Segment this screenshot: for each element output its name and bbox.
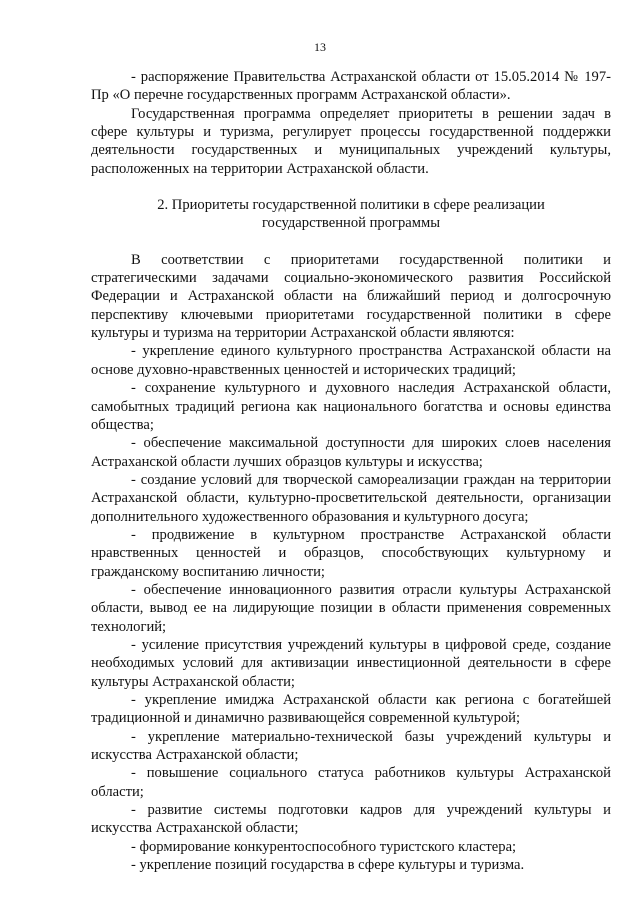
priority-item: - укрепление имиджа Астраханской области как региона с богатейшей традиционной и динамично развивающейся современной культурой; — [91, 692, 611, 727]
decree-reference: - распоряжение Правительства Астраханской области от 15.05.2014 № 197-Пр «О перечне государственных программ Астраханской области». — [91, 69, 611, 104]
priority-item: - укрепление позиций государства в сфере культуры и туризма. — [131, 857, 525, 874]
program-description: Государственная программа определяет приоритеты в решении задач в сфере культуры и туризма, регулирует процессы государственной поддержки деятельности государственных и муниципальных учреждений культуры, расположенных на территории Астраханской области. — [91, 105, 611, 177]
priority-item: - создание условий для творческой самореализации граждан на территории Астраханской области, культурно-просветительской деятельности, организации дополнительного художественного образования и культурного досуга; — [91, 471, 611, 525]
page-number: 13 — [314, 40, 326, 54]
priority-item: - развитие системы подготовки кадров для учреждений культуры и искусства Астраханской области; — [91, 802, 611, 837]
priority-item: - продвижение в культурном пространстве Астраханской области нравственных ценностей и образцов, способствующих культурному и гражданскому воспитанию личности; — [91, 526, 611, 580]
lead-paragraph: В соответствии с приоритетами государственной политики и стратегическими задачами социально-экономического развития Российской Федерации и Астраханской области на ближайший период и долгосрочную перспективу ключевыми приоритетами государственной политики в сфере культуры и туризма на территории Астраханской области являются: — [91, 251, 611, 342]
priority-item: - сохранение культурного и духовного наследия Астраханской области, самобытных традиций региона как национального богатства и основы единства общества; — [91, 380, 611, 433]
priority-item: - укрепление единого культурного пространства Астраханской области на основе духовно-нравственных ценностей и исторических традиций; — [91, 343, 611, 378]
section-heading: 2. Приоритеты государственной политики в сфере реализации государственной программы — [157, 197, 545, 232]
priority-item: - обеспечение инновационного развития отрасли культуры Астраханской области, вывод ее на лидирующие позиции в области применения современных технологий; — [91, 581, 611, 635]
priority-item: - обеспечение максимальной доступности для широких слоев населения Астраханской области лучших образцов культуры и искусства; — [91, 435, 611, 470]
priority-item: - повышение социального статуса работников культуры Астраханской области; — [91, 765, 611, 800]
priority-item: - усиление присутствия учреждений культуры в цифровой среде, создание необходимых условий для активизации инвестиционной деятельности в сфере культуры Астраханской области; — [91, 636, 611, 690]
priority-item: - формирование конкурентоспособного туристского кластера; — [131, 838, 517, 855]
document-body — [91, 68, 611, 874]
priority-item: - укрепление материально-технической базы учреждений культуры и искусства Астраханской области; — [91, 728, 611, 764]
